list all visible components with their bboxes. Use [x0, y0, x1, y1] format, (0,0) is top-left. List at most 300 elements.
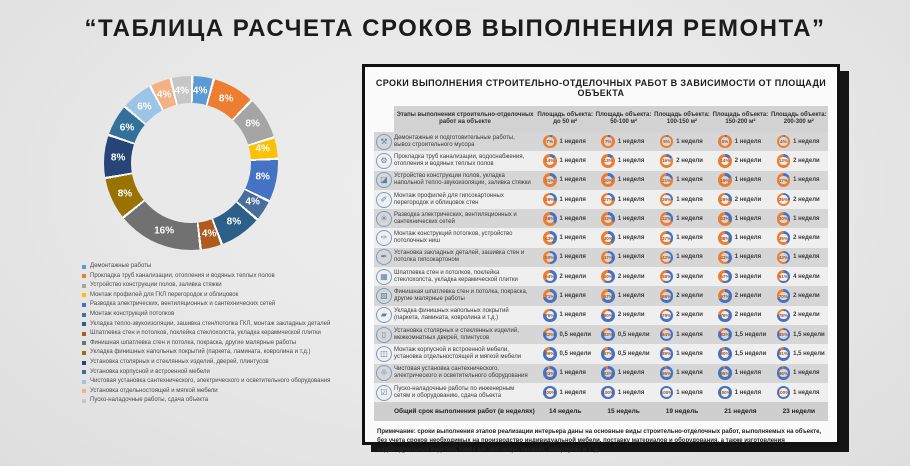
progress-percent: 96%: [778, 370, 788, 376]
duration-label: 2 недели: [734, 293, 762, 300]
duration-cell: [536, 344, 594, 363]
legend-label: Монтаж конструкций потолков: [90, 310, 175, 317]
duration-label: 1 неделя: [559, 215, 586, 222]
progress-percent: 78%: [778, 312, 788, 318]
duration-cell: [711, 306, 769, 325]
progress-ring: [777, 231, 791, 245]
furniture-cabinet-icon: ◫: [376, 346, 392, 362]
progress-percent: 64%: [545, 274, 555, 280]
duration-cell: [711, 171, 769, 190]
stage-icon-cell: [374, 306, 394, 325]
progress-percent: 21%: [545, 177, 555, 183]
duration-cell: [653, 248, 711, 267]
duration-cell: [653, 383, 711, 402]
table-header-row: [374, 106, 828, 132]
duration-cell: [594, 325, 652, 344]
duration-label: 0,5 недели: [617, 350, 650, 357]
progress-percent: 16%: [661, 158, 672, 164]
duration-cell: [594, 190, 652, 209]
progress-ring: [543, 251, 557, 265]
duration-cell: [711, 267, 769, 286]
progress-percent: 67%: [603, 293, 613, 299]
duration-label: 1 неделя: [559, 293, 586, 300]
area-header-prefix: Площадь объекта:: [595, 112, 652, 118]
progress-percent: 60%: [603, 274, 613, 280]
progress-ring: [777, 289, 791, 303]
progress-percent: 89%: [661, 351, 672, 357]
area-header-prefix: Площадь объекта:: [770, 112, 827, 118]
progress-ring: [601, 154, 615, 168]
stage-label: Прокладка труб канализации, водоснабжения, отопления и водяных теплых полов: [394, 153, 525, 167]
duration-cell: [653, 286, 711, 305]
duration-cell: [711, 248, 769, 267]
progress-percent: 100%: [660, 390, 673, 395]
legend-label: Установка столярных и стеклянных изделий, дверей, плинтусов: [90, 358, 269, 365]
duration-label: 1 неделя: [676, 370, 703, 377]
duration-cell: [536, 228, 594, 247]
legend-item: [82, 388, 330, 398]
duration-label: 1,5 недели: [734, 350, 767, 357]
duration-cell: [711, 209, 769, 228]
duration-label: 2 недели: [617, 273, 645, 280]
duration-cell: [770, 228, 828, 247]
area-header-prefix: Площадь объекта:: [537, 112, 594, 118]
duration-label: 2 недели: [734, 312, 762, 319]
progress-percent: 68%: [661, 293, 672, 299]
progress-percent: 14%: [720, 158, 730, 164]
progress-percent: 7%: [546, 139, 554, 145]
duration-cell: [653, 325, 711, 344]
legend-item: [82, 321, 330, 331]
door-icon: ▯: [376, 327, 392, 343]
area-header-value: 100-150 м²: [666, 119, 698, 125]
duration-cell: [594, 286, 652, 305]
progress-ring: [543, 270, 557, 284]
progress-percent: 29%: [720, 197, 730, 203]
duration-label: 1 неделя: [676, 235, 703, 242]
progress-ring: [660, 231, 674, 245]
progress-percent: 13%: [603, 158, 613, 164]
progress-percent: 36%: [545, 216, 555, 222]
duration-cell: [536, 132, 594, 151]
duration-label: 0,5 недели: [559, 331, 592, 338]
duration-cell: [770, 171, 828, 190]
progress-percent: 95%: [661, 370, 672, 376]
screw-gun-icon: ✑: [376, 230, 392, 246]
duration-label: 1 неделя: [793, 254, 820, 261]
duration-label: 3 недели: [676, 273, 703, 280]
duration-label: 2 недели: [793, 293, 820, 300]
duration-label: 1 неделя: [676, 350, 703, 357]
stage-label: Пуско-наладочные работы по инженерным сетям и оборудованию, сдача объекта: [394, 385, 515, 399]
table-row: [374, 151, 828, 170]
donut-chart-wrap: [104, 76, 278, 250]
duration-label: 1 неделя: [734, 389, 762, 396]
progress-percent: 82%: [545, 332, 555, 338]
duration-cell: [594, 248, 652, 267]
legend-bullet: [82, 332, 86, 336]
progress-percent: 26%: [661, 197, 672, 203]
duration-cell: [594, 228, 652, 247]
icon-column-header: [374, 106, 394, 132]
duration-cell: [536, 267, 594, 286]
stage-icon-cell: [374, 344, 394, 363]
stage-icon-cell: [374, 364, 394, 383]
progress-percent: 100%: [602, 390, 615, 395]
progress-percent: 67%: [720, 293, 730, 299]
stage-label: Установка закладных деталей, зашивка стен и потолка гипсокартоном: [394, 250, 525, 264]
table-row: [374, 132, 828, 151]
progress-percent: 4%: [780, 139, 787, 145]
donut-label: 6%: [137, 101, 152, 113]
legend-bullet: [82, 313, 86, 317]
progress-ring: [777, 173, 791, 187]
duration-label: 2 недели: [676, 312, 703, 319]
legend-label: Демонтажные работы: [90, 263, 152, 269]
table-row: [374, 228, 828, 247]
progress-percent: 43%: [720, 254, 730, 260]
duration-label: 1 неделя: [617, 235, 645, 242]
duration-label: 2 недели: [734, 196, 762, 203]
progress-ring: [660, 289, 674, 303]
progress-percent: 70%: [778, 293, 788, 299]
table-row: [374, 267, 828, 286]
progress-ring: [543, 231, 557, 245]
duration-label: 1 неделя: [793, 370, 820, 377]
schedule-table-panel: [362, 64, 840, 454]
table-row: [374, 190, 828, 209]
legend-item: [82, 282, 330, 292]
progress-percent: 57%: [720, 274, 730, 280]
duration-label: 1 неделя: [676, 177, 703, 184]
duration-label: 1 неделя: [617, 177, 645, 184]
stage-label: Установка столярных и стеклянных изделий, межкомнатных дверей, плинтусов: [394, 327, 519, 341]
progress-percent: 79%: [545, 312, 555, 318]
progress-percent: 100%: [777, 390, 790, 395]
progress-ring: [601, 135, 615, 149]
duration-cell: [594, 344, 652, 363]
duration-label: 1,5 недели: [734, 331, 767, 338]
parquet-icon: ▰: [376, 307, 392, 323]
area-header-value: 200-300 м²: [783, 119, 814, 125]
progress-ring: [543, 193, 557, 207]
progress-percent: 42%: [661, 254, 672, 260]
stage-icon-cell: [374, 286, 394, 305]
duration-label: 2 недели: [793, 312, 820, 319]
duration-label: 0,5 недели: [617, 331, 650, 338]
total-value: 19 недель: [665, 408, 699, 416]
duration-cell: [711, 364, 769, 383]
duration-cell: [594, 151, 652, 170]
duration-label: 1 неделя: [734, 215, 762, 222]
area-column-header: [536, 106, 594, 132]
area-header-value: 50-100 м²: [610, 119, 637, 125]
progress-ring: [718, 193, 732, 207]
legend-bullet: [82, 265, 86, 269]
progress-percent: 5%: [663, 139, 670, 145]
duration-label: 2 недели: [793, 235, 820, 242]
duration-label: 3 недели: [734, 273, 762, 280]
progress-ring: [601, 270, 615, 284]
legend-label: Пуско-наладочные работы, сдача объекта: [90, 397, 209, 404]
duration-label: 1 неделя: [676, 389, 703, 396]
progress-ring: [718, 251, 732, 265]
stage-icon-cell: [374, 267, 394, 286]
progress-percent: 38%: [720, 235, 730, 241]
progress-percent: 90%: [720, 351, 730, 357]
area-column-header: [653, 106, 711, 132]
duration-label: 1 неделя: [617, 196, 645, 203]
duration-label: 1 неделя: [617, 215, 645, 222]
duration-label: 1 неделя: [559, 389, 586, 396]
duration-label: 1,5 недели: [793, 350, 825, 357]
duration-label: 2 недели: [676, 293, 703, 300]
area-header-prefix: Площадь объекта:: [712, 112, 769, 118]
table-title: СРОКИ ВЫПОЛНЕНИЯ СТРОИТЕЛЬНО-ОТДЕЛОЧНЫХ РАБОТ В ЗАВИСИМОСТИ ОТ ПЛОЩАДИ ОБЪЕКТА: [375, 78, 827, 98]
table-body: [374, 132, 828, 402]
total-row: [374, 402, 828, 421]
progress-percent: 7%: [604, 139, 612, 145]
legend-item: [82, 349, 330, 359]
progress-ring: [718, 347, 732, 361]
progress-ring: [718, 328, 732, 342]
duration-cell: [536, 383, 594, 402]
progress-ring: [777, 366, 791, 380]
stage-icon-cell: [374, 132, 394, 151]
area-column-header: [770, 106, 828, 132]
duration-cell: [653, 209, 711, 228]
legend-label: Разводка электрических, вентиляционных и сантехнических сетей: [90, 301, 276, 308]
stage-icon-cell: [374, 171, 394, 190]
duration-label: 1 неделя: [617, 293, 645, 300]
legend-item: [82, 378, 330, 388]
progress-percent: 50%: [545, 254, 555, 260]
progress-percent: 21%: [661, 177, 672, 183]
duration-cell: [653, 364, 711, 383]
legend-bullet: [82, 274, 86, 278]
progress-percent: 29%: [545, 197, 555, 203]
duration-cell: [653, 344, 711, 363]
duration-cell: [594, 132, 652, 151]
progress-ring: [718, 386, 732, 400]
duration-label: 1 неделя: [793, 389, 820, 396]
duration-cell: [536, 190, 594, 209]
legend-label: Установка отдельностоящей и мягкой мебели: [90, 387, 218, 394]
donut-label: 4%: [245, 196, 260, 208]
stage-column-header: Этапы выполнения строительно-отделочных работ на объекте: [394, 106, 536, 132]
progress-ring: [601, 328, 615, 342]
duration-label: 1 неделя: [793, 215, 820, 222]
pipes-valve-icon: ⚙: [376, 153, 392, 169]
progress-ring: [543, 366, 557, 380]
stage-icon-cell: [374, 151, 394, 170]
progress-percent: 37%: [661, 235, 672, 241]
progress-ring: [601, 193, 615, 207]
table-row: [374, 364, 828, 383]
duration-label: 1 неделя: [793, 177, 820, 184]
progress-ring: [660, 309, 674, 323]
total-value: 15 недель: [607, 408, 640, 416]
stage-icon-cell: [374, 383, 394, 402]
duration-label: 1 неделя: [734, 254, 762, 261]
progress-ring: [718, 212, 732, 226]
chart-legend: [82, 263, 330, 407]
duration-cell: [536, 171, 594, 190]
donut-label: 4%: [156, 89, 172, 101]
duration-cell: [770, 248, 828, 267]
duration-cell: [594, 364, 652, 383]
stage-icon-cell: [374, 248, 394, 267]
progress-percent: 19%: [720, 177, 730, 183]
progress-percent: 33%: [603, 216, 613, 222]
stage-label: Разводка электрических, вентиляционных и сантехнических сетей: [394, 211, 517, 225]
stage-label: Монтаж конструкций потолков, устройство потолочных ниш: [394, 231, 513, 245]
duration-cell: [653, 267, 711, 286]
duration-cell: [594, 171, 652, 190]
stage-icon-cell: [374, 209, 394, 228]
progress-ring: [660, 386, 674, 400]
duration-cell: [653, 132, 711, 151]
progress-ring: [601, 366, 615, 380]
legend-item: [82, 330, 330, 340]
table-row: [374, 325, 828, 344]
progress-ring: [601, 251, 615, 265]
progress-ring: [543, 289, 557, 303]
progress-percent: 33%: [720, 216, 730, 222]
duration-cell: [594, 267, 652, 286]
progress-ring: [543, 135, 557, 149]
progress-percent: 100%: [719, 390, 731, 395]
progress-ring: [777, 309, 791, 323]
progress-percent: 86%: [545, 351, 555, 357]
progress-ring: [601, 309, 615, 323]
progress-percent: 13%: [778, 158, 788, 164]
duration-label: 2 недели: [559, 273, 587, 280]
duration-cell: [594, 383, 652, 402]
donut-label: 4%: [255, 143, 270, 155]
duration-cell: [711, 151, 769, 170]
progress-percent: 61%: [778, 274, 788, 280]
duration-cell: [536, 209, 594, 228]
progress-ring: [718, 289, 732, 303]
progress-ring: [543, 173, 557, 187]
duration-cell: [770, 209, 828, 228]
donut-label: 8%: [218, 93, 234, 105]
duration-cell: [770, 267, 828, 286]
progress-percent: 14%: [545, 158, 555, 164]
legend-label: Укладка финишных напольных покрытий (паркета, ламината, ковролина и т.д.): [90, 349, 311, 356]
progress-percent: 79%: [661, 312, 672, 318]
progress-ring: [601, 212, 615, 226]
progress-ring: [777, 135, 791, 149]
progress-ring: [777, 386, 791, 400]
progress-ring: [777, 193, 791, 207]
duration-cell: [770, 286, 828, 305]
progress-percent: 32%: [661, 216, 672, 222]
duration-label: 1 неделя: [559, 138, 586, 145]
duration-label: 2 недели: [734, 157, 762, 164]
progress-percent: 5%: [721, 139, 729, 145]
progress-ring: [660, 328, 674, 342]
progress-ring: [777, 328, 791, 342]
progress-ring: [660, 270, 674, 284]
duration-label: 2 недели: [676, 157, 703, 164]
progress-ring: [777, 212, 791, 226]
duration-cell: [711, 190, 769, 209]
legend-item: [82, 273, 330, 283]
progress-percent: 83%: [603, 332, 613, 338]
legend-bullet: [82, 389, 86, 393]
progress-percent: 40%: [603, 235, 613, 241]
duration-label: 1,5 недели: [793, 331, 825, 338]
duration-label: 1 неделя: [559, 370, 586, 377]
donut-label: 8%: [110, 152, 126, 164]
duration-label: 1 неделя: [617, 157, 645, 164]
legend-bullet: [82, 284, 86, 288]
duration-cell: [711, 228, 769, 247]
progress-percent: 39%: [778, 235, 788, 241]
area-column-header: [594, 106, 652, 132]
duration-label: 1 неделя: [676, 215, 703, 222]
duration-cell: [770, 190, 828, 209]
legend-bullet: [82, 341, 86, 345]
duration-cell: [536, 286, 594, 305]
stage-label: Чистовая установка сантехнического, электрического и осветительного оборудования: [394, 366, 528, 380]
duration-label: 2 недели: [793, 157, 820, 164]
duration-label: 2 недели: [617, 312, 645, 319]
legend-bullet: [82, 293, 86, 297]
page-title: “ТАБЛИЦА РАСЧЕТА СРОКОВ ВЫПОЛНЕНИЯ РЕМОНТА”: [84, 15, 826, 42]
duration-cell: [536, 248, 594, 267]
table-row: [374, 383, 828, 402]
stage-icon-cell: [374, 190, 394, 209]
donut-label: 4%: [192, 85, 208, 97]
legend-item: [82, 292, 330, 302]
legend-item: [82, 369, 330, 379]
progress-ring: [660, 212, 674, 226]
duration-label: 1 неделя: [559, 196, 586, 203]
stage-label: Финишная шпатлевка стен и потолка, покраска, другие малярные работы: [394, 289, 528, 303]
duration-cell: [653, 228, 711, 247]
table-row: [374, 344, 828, 363]
duration-cell: [770, 383, 828, 402]
donut-hole: [131, 103, 251, 223]
area-header-value: 150-200 м²: [725, 119, 756, 125]
legend-label: Прокладка труб канализации, отопления и водяных теплых полов: [90, 272, 275, 279]
area-header-value: до 50 м²: [553, 119, 578, 125]
total-label: Общий срок выполнения работ (в неделях): [394, 408, 535, 416]
progress-percent: 100%: [543, 390, 556, 395]
duration-label: 1 неделя: [676, 196, 703, 203]
progress-ring: [718, 270, 732, 284]
total-row-icon-spacer: [374, 402, 394, 421]
duration-cell: [536, 325, 594, 344]
progress-percent: 30%: [778, 216, 788, 222]
duration-cell: [653, 306, 711, 325]
duration-cell: [770, 364, 828, 383]
progress-ring: [601, 289, 615, 303]
paint-roller-icon: ▨: [376, 288, 392, 304]
donut-label: 4%: [174, 85, 190, 97]
legend-label: Укладка тепло-звукоизоляции, зашивка стен/потолка ГКЛ, монтаж закладных деталей: [90, 320, 331, 327]
duration-cell: [536, 306, 594, 325]
ventilation-fan-icon: ✳: [376, 211, 392, 227]
table-row: [374, 171, 828, 190]
duration-cell: [711, 325, 769, 344]
progress-percent: 95%: [720, 370, 730, 376]
progress-ring: [718, 231, 732, 245]
stage-label: Устройство конструкции полов, укладка напольной тепло-звукоизоляции, заливка стяжки: [394, 173, 531, 187]
